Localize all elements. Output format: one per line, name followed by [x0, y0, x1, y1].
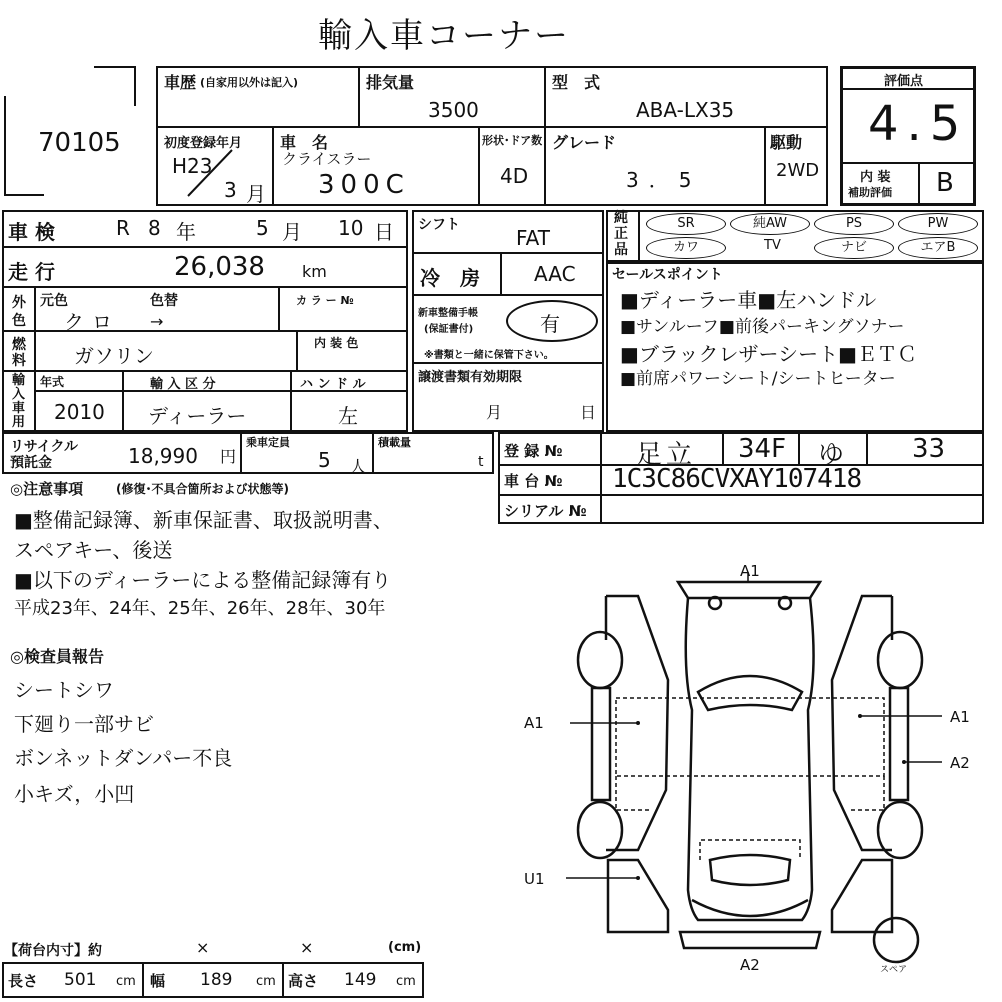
- lot-number: 70105: [38, 128, 121, 158]
- sales-point-line: ■前席パワーシート/シートヒーター: [620, 369, 896, 389]
- notes-title: ◎注意事項: [10, 480, 84, 498]
- inspection-day: 10: [338, 216, 364, 240]
- import-year-value: 2010: [54, 400, 105, 424]
- drive-value: 2WD: [776, 160, 820, 181]
- mileage-unit: km: [302, 262, 327, 281]
- drive-label: 駆動: [770, 133, 803, 152]
- cargo-width-label: 幅: [150, 972, 166, 990]
- body-label: 形状･ドア数: [482, 134, 543, 147]
- load-label: 積載量: [378, 436, 411, 449]
- interior-label1: 内 装: [860, 170, 891, 185]
- cargo-height-value: 149: [344, 970, 377, 990]
- color-side-label2: 色: [12, 313, 26, 329]
- options-side-label3: 品: [614, 242, 628, 258]
- shift-label: シフト: [418, 217, 460, 233]
- grade-label: グレード: [552, 133, 617, 152]
- lot-bracket-right: [134, 66, 136, 106]
- score-value: 4.5: [868, 96, 969, 152]
- page-title: 輸入車コーナー: [318, 16, 570, 56]
- handle-label: ハ ン ド ル: [300, 377, 366, 392]
- import-type-value: ディーラー: [148, 404, 247, 428]
- name-label: 車 名: [280, 133, 329, 152]
- interior-label2: 補助評価: [848, 186, 892, 199]
- registration-kana: ゆ: [818, 440, 845, 470]
- option-ps: PS: [814, 213, 894, 235]
- shift-value: FAT: [516, 226, 551, 250]
- cargo-height-unit: cm: [396, 974, 416, 989]
- lot-bracket-bottom: [4, 194, 44, 196]
- registration-class: 34F: [738, 434, 787, 464]
- cargo-length-unit: cm: [116, 974, 136, 989]
- notes-title-note: (修復･不具合箇所および状態等): [116, 482, 289, 496]
- inspection-month: 5: [256, 216, 269, 240]
- displacement-label: 排気量: [366, 73, 415, 92]
- body-value: 4D: [500, 164, 529, 188]
- option-leather: カワ: [646, 237, 726, 259]
- warranty-note: ※書類と一緒に保管下さい。: [424, 350, 554, 361]
- history-note: (自家用以外は記入): [200, 76, 299, 89]
- registration-place: 足立: [636, 440, 697, 470]
- handle-value: 左: [338, 404, 358, 428]
- model-value: ABA-LX35: [636, 98, 735, 122]
- displacement-value: 3500: [428, 98, 479, 122]
- report-title: ◎検査員報告: [10, 647, 104, 666]
- orig-color-label: 元色: [40, 293, 68, 309]
- diagram-label-left-rear: U1: [524, 870, 545, 888]
- car-damage-diagram: [520, 560, 990, 980]
- first-reg-year: H23: [172, 154, 213, 178]
- diagram-label-top: A1: [740, 562, 760, 580]
- recycle-label1: リサイクル: [10, 439, 79, 455]
- transfer-day: 日: [580, 403, 597, 422]
- inspection-day-unit: 日: [374, 220, 394, 244]
- maker-value: クライスラー: [282, 150, 372, 168]
- cargo-times-2: ×: [300, 938, 314, 957]
- warranty-label1: 新車整備手帳: [418, 308, 478, 319]
- lot-bracket-top: [94, 66, 136, 68]
- interior-value: B: [936, 168, 954, 198]
- inspection-year-unit: 年: [176, 220, 196, 244]
- diagram-label-bottom: A2: [740, 956, 760, 974]
- inspection-year: 8: [148, 216, 161, 240]
- diagram-label-right-front: A1: [950, 708, 970, 726]
- report-line: 下廻り一部サビ: [14, 712, 154, 736]
- cargo-unit: (cm): [388, 940, 422, 955]
- left-grid: [2, 210, 408, 432]
- inspection-label: 車 検: [8, 220, 55, 244]
- import-type-label: 輸 入 区 分: [150, 377, 216, 392]
- change-arrow: →: [150, 312, 164, 331]
- grade-value: 3．5: [626, 168, 702, 192]
- load-unit: t: [478, 454, 484, 470]
- chassis-label: 車 台 №: [504, 472, 563, 490]
- option-airbag: エアB: [898, 237, 978, 259]
- recycle-unit: 円: [220, 447, 237, 466]
- inspection-month-unit: 月: [282, 220, 302, 244]
- first-reg-month-unit: 月: [246, 182, 266, 206]
- import-side-label4: 用: [12, 415, 26, 430]
- diagram-label-left-front: A1: [524, 714, 544, 732]
- note-line: ■以下のディーラーによる整備記録簿有り: [14, 568, 392, 592]
- interior-color-label: 内 装 色: [314, 336, 359, 350]
- history-label: 車歴: [164, 73, 197, 92]
- warranty-value: 有: [540, 312, 560, 336]
- orig-color-value: クロ: [64, 310, 120, 334]
- capacity-value: 5: [318, 448, 331, 472]
- mileage-value: 26,038: [174, 252, 265, 282]
- note-line: スペアキー、後送: [14, 538, 173, 562]
- report-line: ボンネットダンパー不良: [14, 746, 233, 770]
- diagram-label-right-mid: A2: [950, 754, 970, 772]
- cargo-height-label: 高さ: [288, 972, 319, 990]
- report-line: 小キズ，小凹: [14, 782, 135, 806]
- ac-value: AAC: [534, 262, 576, 286]
- import-side-label3: 車: [12, 401, 26, 416]
- cargo-width-value: 189: [200, 970, 233, 990]
- first-reg-label: 初度登録年月: [164, 136, 243, 151]
- color-side-label1: 外: [12, 295, 26, 311]
- lot-bracket-left: [4, 96, 6, 196]
- fuel-label2: 料: [12, 353, 26, 369]
- import-side-label1: 輸: [12, 373, 26, 388]
- car-name-value: 300C: [318, 170, 410, 200]
- mileage-label: 走 行: [8, 260, 55, 284]
- change-color-label: 色替: [150, 293, 178, 309]
- recycle-value: 18,990: [128, 444, 198, 468]
- recycle-label2: 預託金: [10, 455, 52, 471]
- sales-points-label: セールスポイント: [612, 267, 723, 283]
- capacity-unit: 人: [350, 457, 367, 476]
- capacity-label: 乗車定員: [246, 436, 290, 449]
- import-side-label2: 入: [12, 387, 26, 402]
- transfer-month: 月: [486, 403, 503, 422]
- cargo-length-label: 長さ: [8, 972, 39, 990]
- registration-number: 33: [912, 434, 946, 464]
- model-label: 型 式: [552, 73, 601, 92]
- score-label: 評価点: [884, 74, 924, 89]
- options-side-label2: 正: [614, 226, 628, 242]
- option-alloy-wheel: 純AW: [730, 213, 810, 235]
- note-line: ■整備記録簿、新車保証書、取扱説明書、: [14, 508, 393, 532]
- import-year-label: 年式: [40, 375, 65, 389]
- transfer-label: 譲渡書類有効期限: [418, 370, 523, 385]
- spare-tire-label: スペア: [880, 965, 908, 975]
- note-line: 平成23年、24年、25年、26年、28年、30年: [14, 598, 386, 619]
- fuel-value: ガソリン: [74, 344, 154, 368]
- cargo-times-1: ×: [196, 938, 210, 957]
- serial-label: シリアル №: [504, 502, 587, 520]
- cargo-title: 【荷台内寸】約: [4, 943, 102, 959]
- ac-label: 冷 房: [420, 266, 480, 290]
- color-code-label: カ ラ ー №: [296, 294, 354, 307]
- first-reg-month: 3: [224, 178, 237, 202]
- report-line: シートシワ: [14, 678, 114, 702]
- sales-point-line: ■サンルーフ■前後パーキングソナー: [620, 317, 905, 337]
- inspection-era: R: [116, 216, 130, 240]
- cargo-length-value: 501: [64, 970, 97, 990]
- cargo-width-unit: cm: [256, 974, 276, 989]
- chassis-number: 1C3C86CVXAY107418: [612, 464, 862, 494]
- option-pw: PW: [898, 213, 978, 235]
- registration-label: 登 録 №: [504, 442, 563, 460]
- option-sr: SR: [646, 213, 726, 235]
- sales-point-line: ■ブラックレザーシート■ＥＴＣ: [620, 342, 917, 366]
- options-side-label1: 純: [614, 210, 628, 226]
- option-navi: ナビ: [814, 237, 894, 259]
- sales-point-line: ■ディーラー車■左ハンドル: [620, 288, 877, 312]
- warranty-label2: (保証書付): [424, 324, 474, 335]
- fuel-label1: 燃: [12, 337, 26, 353]
- option-tv: TV: [764, 238, 781, 253]
